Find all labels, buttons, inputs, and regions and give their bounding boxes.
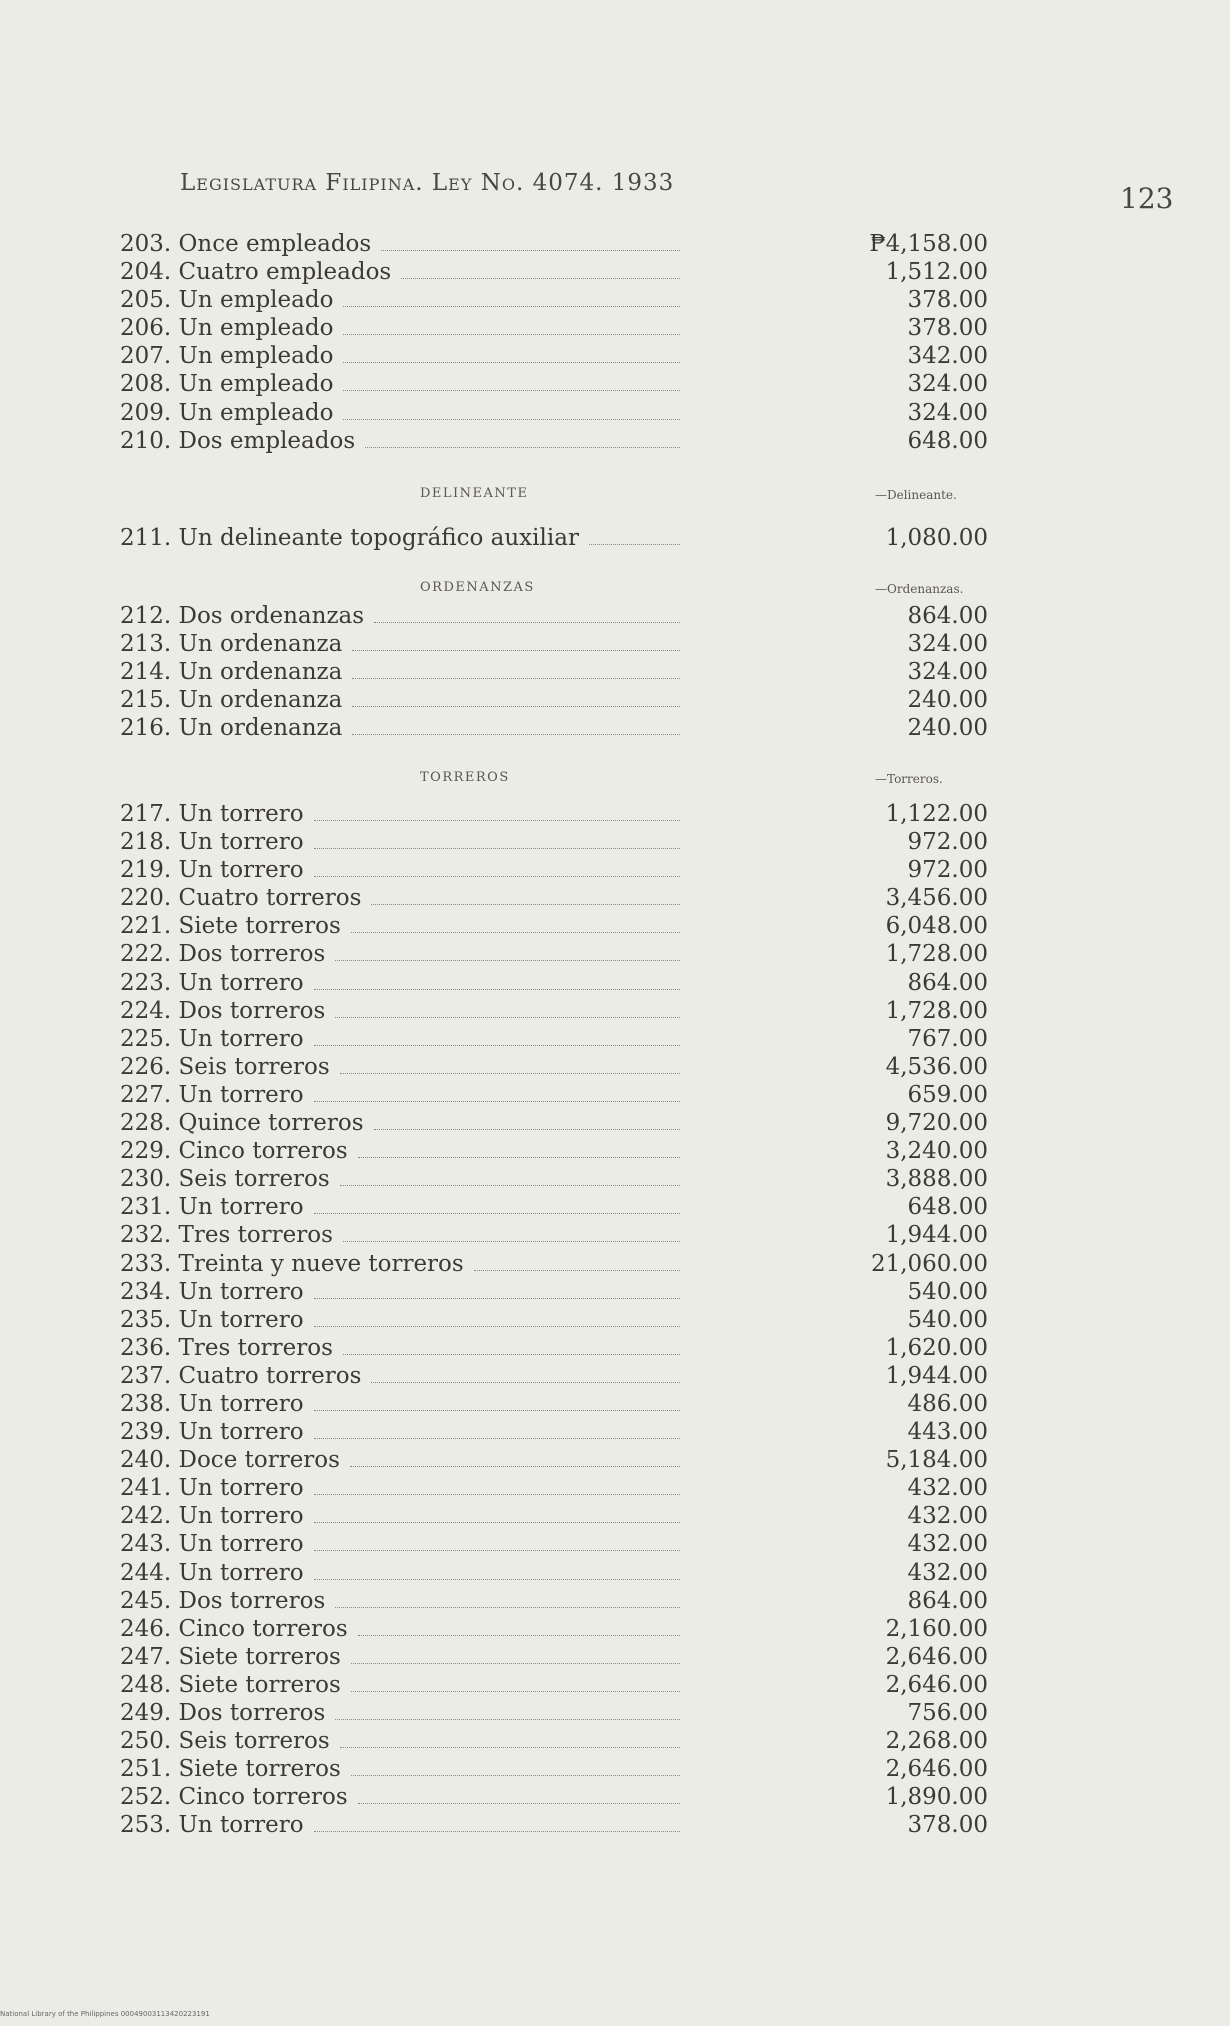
line-item-amount: 540.00 [907, 1306, 988, 1333]
line-item-amount: 972.00 [907, 857, 988, 884]
line-item-amount: 972.00 [907, 829, 988, 856]
line-item-label: 208. Un empleado [120, 371, 334, 398]
line-item [120, 1530, 1220, 1558]
line-item-amount: 432.00 [907, 1503, 988, 1530]
line-item-label: 224. Dos torreros [120, 997, 326, 1024]
line-item-label: 236. Tres torreros [120, 1334, 333, 1361]
line-item [120, 800, 1220, 828]
dot-leader [314, 1550, 680, 1551]
line-item [120, 1250, 1220, 1278]
line-item-amount: 648.00 [907, 1194, 988, 1221]
line-item-label: 249. Dos torreros [120, 1700, 326, 1726]
line-item-label: 205. Un empleado [120, 287, 334, 314]
line-item-label: 216. Un ordenanza [120, 715, 343, 742]
dot-leader [314, 820, 680, 821]
line-item [120, 427, 1220, 455]
dot-leader [314, 848, 680, 849]
line-item [120, 940, 1220, 968]
line-item [120, 1783, 1220, 1811]
line-item [120, 1334, 1220, 1362]
dot-leader [343, 419, 680, 420]
line-item [120, 1446, 1220, 1474]
line-item [120, 1053, 1220, 1081]
line-item-amount: 324.00 [907, 371, 988, 398]
line-item-label: 241. Un torrero [120, 1475, 304, 1502]
line-item-amount: 3,888.00 [885, 1166, 988, 1193]
line-item-amount: 1,620.00 [885, 1334, 988, 1361]
line-item-label: 217. Un torrero [120, 801, 304, 827]
line-item-label: 209. Un empleado [120, 399, 334, 426]
line-item-amount: 432.00 [907, 1475, 988, 1502]
line-item-amount: 324.00 [907, 659, 988, 686]
dot-leader [374, 1129, 680, 1130]
dot-leader [335, 1607, 680, 1608]
dot-leader [358, 1635, 680, 1636]
line-item-label: 233. Treinta y nueve torreros [120, 1250, 464, 1277]
dot-leader [340, 1747, 680, 1748]
line-item [120, 342, 1220, 370]
dot-leader [314, 1522, 680, 1523]
line-item-amount: 5,184.00 [885, 1447, 988, 1474]
dot-leader [374, 622, 680, 623]
line-item [120, 1025, 1220, 1053]
line-item-amount: 1,728.00 [885, 941, 988, 968]
line-item [120, 1418, 1220, 1446]
line-item-label: 243. Un torrero [120, 1531, 304, 1558]
dot-leader [335, 1719, 680, 1720]
line-item-label: 218. Un torrero [120, 829, 304, 856]
line-item-label: 212. Dos ordenanzas [120, 603, 365, 629]
line-item [120, 399, 1220, 427]
dot-leader [343, 390, 680, 391]
dot-leader [335, 1017, 680, 1018]
dot-leader [314, 989, 680, 990]
line-item-label: 206. Un empleado [120, 315, 334, 342]
line-item-label: 225. Un torrero [120, 1025, 304, 1052]
line-item-label: 232. Tres torreros [120, 1222, 333, 1249]
line-item [120, 1559, 1220, 1587]
line-item-amount: 767.00 [907, 1025, 988, 1052]
line-item-label: 227. Un torrero [120, 1081, 304, 1108]
line-item [120, 658, 1220, 686]
line-item [120, 602, 1220, 630]
dot-leader [352, 650, 680, 651]
line-item [120, 828, 1220, 856]
line-item-amount: 2,646.00 [885, 1756, 988, 1783]
line-item-label: 237. Cuatro torreros [120, 1362, 362, 1389]
section-heading-delineante: DELINEANTE [420, 486, 529, 501]
line-item-amount: 3,456.00 [885, 885, 988, 912]
dot-leader [314, 1438, 680, 1439]
line-item [120, 314, 1220, 342]
line-item-amount: 1,944.00 [885, 1222, 988, 1249]
section-heading-torreros: TORREROS [420, 770, 510, 785]
line-item-amount: 378.00 [907, 315, 988, 342]
line-item-label: 229. Cinco torreros [120, 1138, 348, 1165]
line-item-amount: 378.00 [907, 287, 988, 314]
line-item-amount: 443.00 [907, 1419, 988, 1446]
line-item-label: 204. Cuatro empleados [120, 259, 392, 286]
dot-leader [340, 1073, 680, 1074]
line-item [120, 1081, 1220, 1109]
line-item-amount: 540.00 [907, 1278, 988, 1305]
line-item [120, 1727, 1220, 1755]
line-item-label: 253. Un torrero [120, 1812, 304, 1839]
line-item-label: 215. Un ordenanza [120, 687, 343, 714]
line-item [120, 912, 1220, 940]
line-item-label: 235. Un torrero [120, 1306, 304, 1333]
dot-leader [351, 1775, 680, 1776]
line-item [120, 884, 1220, 912]
dot-leader [371, 904, 680, 905]
line-item [120, 370, 1220, 398]
line-item-amount: 324.00 [907, 631, 988, 658]
line-item-amount: 432.00 [907, 1559, 988, 1586]
line-item [120, 258, 1220, 286]
line-item-label: 247. Siete torreros [120, 1643, 341, 1670]
line-item-label: 240. Doce torreros [120, 1447, 340, 1474]
dot-leader [352, 678, 680, 679]
line-item-amount: 240.00 [907, 687, 988, 714]
dot-leader [352, 706, 680, 707]
line-item-amount: 1,944.00 [885, 1362, 988, 1389]
line-item [120, 1278, 1220, 1306]
section-heading-ordenanzas: ORDENANZAS [420, 580, 535, 595]
line-item-amount: 4,536.00 [885, 1053, 988, 1080]
line-item-amount: 342.00 [907, 343, 988, 370]
line-item-amount: 21,060.00 [870, 1250, 988, 1277]
line-item-label: 223. Un torrero [120, 969, 304, 996]
line-item [120, 856, 1220, 884]
dot-leader [314, 1045, 680, 1046]
line-item [120, 1306, 1220, 1334]
line-item [120, 1165, 1220, 1193]
line-item [120, 1811, 1220, 1839]
appropriation-list-ordenanzas [120, 602, 1220, 742]
line-item-amount: 3,240.00 [885, 1138, 988, 1165]
line-item-amount: 1,122.00 [885, 801, 988, 827]
dot-leader [351, 1663, 680, 1664]
dot-leader [314, 1494, 680, 1495]
line-item-label: 245. Dos torreros [120, 1587, 326, 1614]
line-item-label: 238. Un torrero [120, 1390, 304, 1417]
line-item [120, 1137, 1220, 1165]
margin-note-ordenanzas: —Ordenanzas. [875, 582, 964, 596]
line-item-amount: 6,048.00 [885, 913, 988, 940]
line-item-amount: 324.00 [907, 399, 988, 426]
dot-leader [314, 1213, 680, 1214]
dot-leader [350, 1466, 680, 1467]
line-item [120, 1221, 1220, 1249]
dot-leader [358, 1803, 680, 1804]
line-item-label: 231. Un torrero [120, 1194, 304, 1221]
line-item [120, 1643, 1220, 1671]
line-item [120, 1390, 1220, 1418]
line-item-amount: 378.00 [907, 1812, 988, 1839]
appropriation-list-delineante [120, 524, 1220, 552]
line-item [120, 969, 1220, 997]
page-number: 123 [1120, 182, 1174, 215]
dot-leader [314, 1101, 680, 1102]
line-item-amount: ₱4,158.00 [869, 231, 988, 257]
dot-leader [365, 447, 680, 448]
line-item [120, 230, 1220, 258]
dot-leader [358, 1157, 680, 1158]
dot-leader [343, 362, 680, 363]
dot-leader [381, 250, 680, 251]
line-item [120, 1671, 1220, 1699]
dot-leader [589, 544, 680, 545]
line-item-label: 207. Un empleado [120, 343, 334, 370]
line-item-label: 214. Un ordenanza [120, 659, 343, 686]
line-item [120, 630, 1220, 658]
line-item [120, 714, 1220, 742]
dot-leader [343, 1241, 680, 1242]
line-item-label: 234. Un torrero [120, 1278, 304, 1305]
line-item [120, 1362, 1220, 1390]
line-item-amount: 432.00 [907, 1531, 988, 1558]
line-item-label: 251. Siete torreros [120, 1756, 341, 1783]
line-item-label: 210. Dos empleados [120, 427, 356, 454]
line-item [120, 1587, 1220, 1615]
line-item [120, 1474, 1220, 1502]
line-item-amount: 648.00 [907, 427, 988, 454]
line-item-amount: 659.00 [907, 1081, 988, 1108]
line-item-amount: 1,890.00 [885, 1784, 988, 1811]
line-item-amount: 1,728.00 [885, 997, 988, 1024]
line-item-label: 250. Seis torreros [120, 1728, 330, 1755]
line-item-label: 239. Un torrero [120, 1419, 304, 1446]
line-item-label: 228. Quince torreros [120, 1110, 364, 1137]
dot-leader [474, 1270, 680, 1271]
line-item-amount: 9,720.00 [885, 1110, 988, 1137]
line-item-label: 244. Un torrero [120, 1559, 304, 1586]
dot-leader [351, 1691, 680, 1692]
line-item-label: 246. Cinco torreros [120, 1615, 348, 1642]
line-item-label: 219. Un torrero [120, 857, 304, 884]
dot-leader [314, 1831, 680, 1832]
line-item-amount: 864.00 [907, 603, 988, 629]
dot-leader [343, 334, 680, 335]
line-item-label: 226. Seis torreros [120, 1053, 330, 1080]
dot-leader [314, 1298, 680, 1299]
line-item [120, 1109, 1220, 1137]
line-item-label: 242. Un torrero [120, 1503, 304, 1530]
line-item-label: 213. Un ordenanza [120, 631, 343, 658]
dot-leader [371, 1382, 680, 1383]
running-header: Legislatura Filipina. Ley No. 4074. 1933 [180, 170, 675, 196]
line-item [120, 686, 1220, 714]
dot-leader [314, 1410, 680, 1411]
dot-leader [401, 278, 680, 279]
line-item-label: 221. Siete torreros [120, 913, 341, 940]
line-item-amount: 2,268.00 [885, 1728, 988, 1755]
line-item-label: 222. Dos torreros [120, 941, 326, 968]
line-item-label: 248. Siete torreros [120, 1671, 341, 1698]
line-item [120, 1755, 1220, 1783]
line-item [120, 1699, 1220, 1727]
line-item-amount: 2,160.00 [885, 1615, 988, 1642]
line-item-amount: 2,646.00 [885, 1643, 988, 1670]
line-item-amount: 486.00 [907, 1390, 988, 1417]
dot-leader [340, 1185, 680, 1186]
dot-leader [314, 1579, 680, 1580]
dot-leader [335, 960, 680, 961]
line-item [120, 286, 1220, 314]
line-item-label: 220. Cuatro torreros [120, 885, 362, 912]
dot-leader [352, 734, 680, 735]
margin-note-delineante: —Delineante. [875, 488, 957, 502]
appropriation-list-torreros [120, 800, 1220, 1839]
dot-leader [343, 1354, 680, 1355]
scan-source-label: National Library of the Philippines 00049003113420223191 [0, 2010, 210, 2018]
line-item-amount: 2,646.00 [885, 1671, 988, 1698]
appropriation-list-empleados [120, 230, 1220, 455]
line-item [120, 1502, 1220, 1530]
line-item [120, 1615, 1220, 1643]
line-item [120, 1193, 1220, 1221]
dot-leader [351, 932, 680, 933]
line-item-amount: 864.00 [907, 969, 988, 996]
line-item [120, 997, 1220, 1025]
line-item-amount: 240.00 [907, 715, 988, 742]
line-item-amount: 756.00 [907, 1700, 988, 1726]
line-item-amount: 1,512.00 [885, 259, 988, 286]
line-item-amount: 1,080.00 [885, 525, 988, 551]
line-item-label: 230. Seis torreros [120, 1166, 330, 1193]
line-item-label: 211. Un delineante topográfico auxiliar [120, 525, 579, 551]
margin-note-torreros: —Torreros. [875, 772, 943, 786]
dot-leader [343, 306, 680, 307]
line-item-amount: 864.00 [907, 1587, 988, 1614]
line-item-label: 252. Cinco torreros [120, 1784, 348, 1811]
line-item-label: 203. Once empleados [120, 231, 372, 257]
dot-leader [314, 1326, 680, 1327]
dot-leader [314, 876, 680, 877]
line-item [120, 524, 1220, 552]
